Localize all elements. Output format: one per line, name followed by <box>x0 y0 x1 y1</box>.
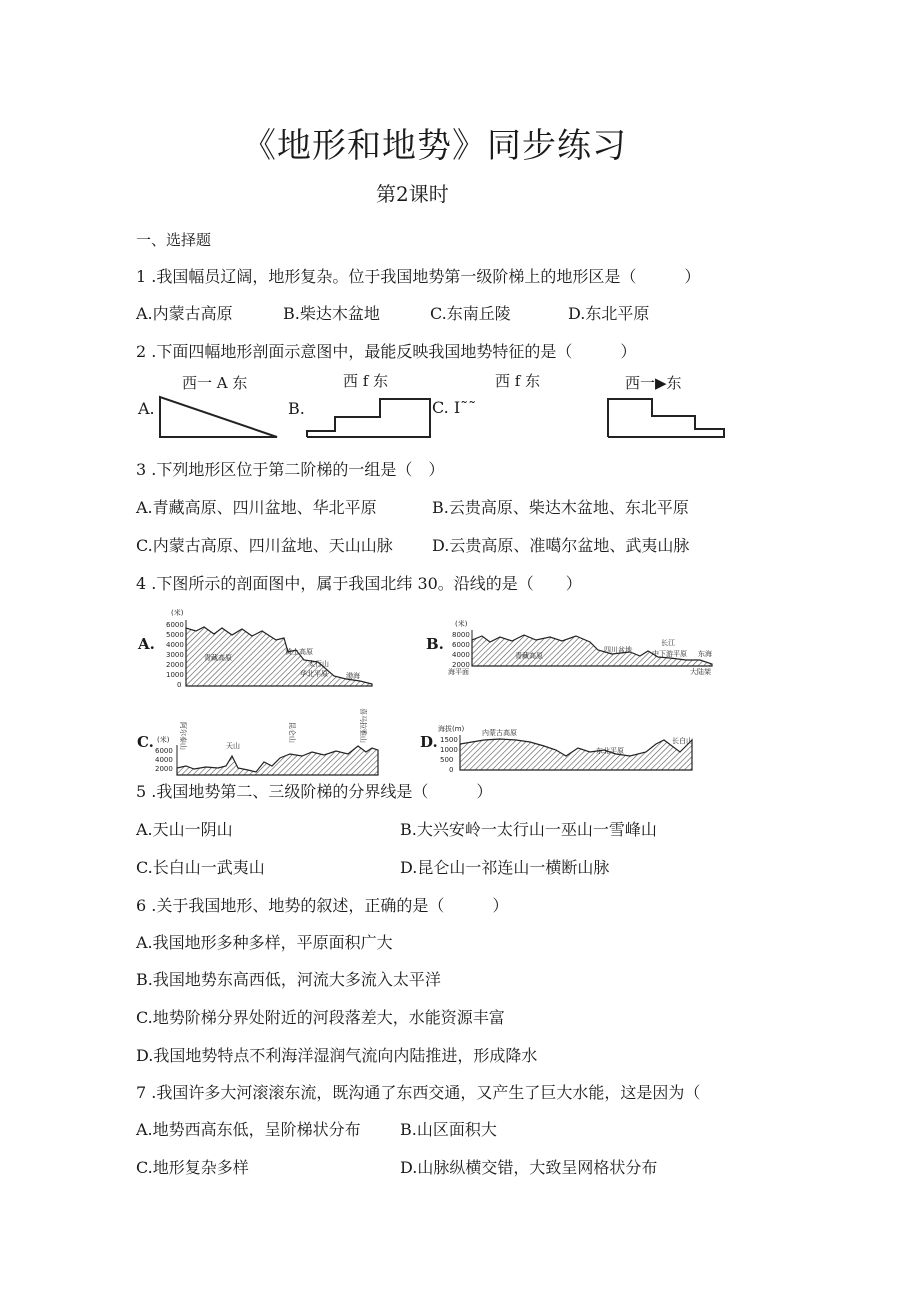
svg-text:2000: 2000 <box>452 661 470 669</box>
section-heading: 一、选择题 <box>136 231 212 249</box>
q4-profile-b <box>426 619 712 676</box>
svg-text:0: 0 <box>177 681 182 689</box>
q1-option-c: C.东南丘陵 <box>430 304 511 323</box>
q1-stem: 1 .我国幅员辽阔，地形复杂。位于我国地势第一级阶梯上的地形区是（ ） <box>136 267 701 286</box>
q1-option-d: D.东北平原 <box>568 304 650 323</box>
q4-b-label-plateau: 青藏高原 <box>515 652 543 660</box>
svg-text:1000: 1000 <box>166 671 184 679</box>
svg-text:6000: 6000 <box>155 747 173 755</box>
q6-stem: 6 .关于我国地形、地势的叙述，正确的是（ ） <box>136 896 509 915</box>
svg-text:1500: 1500 <box>440 736 458 744</box>
svg-text:3000: 3000 <box>166 651 184 659</box>
svg-text:500: 500 <box>440 756 454 764</box>
svg-text:0: 0 <box>449 766 454 774</box>
q5-option-c: C.长白山一武夷山 <box>136 858 265 877</box>
q6-option-a: A.我国地形多种多样，平原面积广大 <box>136 933 393 952</box>
svg-text:2000: 2000 <box>166 661 184 669</box>
q4-b-label-shelf: 大陆架 <box>690 668 711 676</box>
q4-d-label-changbai: 长白山 <box>672 737 693 745</box>
q6-option-c: C.地势阶梯分界处附近的河段落差大，水能资源丰富 <box>136 1008 505 1027</box>
q4-a-label-bohai: 渤海 <box>346 672 360 680</box>
svg-text:1000: 1000 <box>440 746 458 754</box>
q5-option-b: B.大兴安岭一太行山一巫山一雪峰山 <box>400 820 657 839</box>
svg-text:5000: 5000 <box>166 631 184 639</box>
q3-option-b: B.云贵高原、柴达木盆地、东北平原 <box>432 498 689 517</box>
q2-letter-c: C. I˜˜ <box>432 398 477 417</box>
q4-b-label-plain: 中下游平原 <box>652 650 687 658</box>
q7-option-d: D.山脉纵横交错，大致呈网格状分布 <box>400 1158 658 1177</box>
q4-b-letter: B. <box>426 635 444 653</box>
q4-c-label-tianshan: 天山 <box>226 742 240 750</box>
q4-profile-a <box>137 608 372 689</box>
q5-stem: 5 .我国地势第二、三级阶梯的分界线是（ ） <box>136 782 493 801</box>
q3-option-d: D.云贵高原、准噶尔盆地、武夷山脉 <box>432 536 690 555</box>
q7-option-a: A.地势西高东低，呈阶梯状分布 <box>136 1120 361 1139</box>
q4-c-label-kunlun: 昆仑山 <box>288 722 296 743</box>
q4-profile-d <box>420 724 693 774</box>
svg-text:4000: 4000 <box>452 651 470 659</box>
q4-b-label-sichuan: 四川盆地 <box>604 646 632 654</box>
q2-caption-a: 西一 A 东 <box>182 374 248 392</box>
q4-c-unit: (米) <box>157 736 170 744</box>
q7-stem: 7 .我国许多大河滚滚东流，既沟通了东西交通，又产生了巨大水能，这是因为（ <box>136 1083 701 1102</box>
q4-d-terrain <box>460 739 692 770</box>
q4-d-label-plateau: 内蒙古高原 <box>482 729 517 737</box>
q4-c-label-altai: 阿尔泰山 <box>179 722 187 750</box>
svg-text:6000: 6000 <box>166 621 184 629</box>
q4-a-label-plateau: 青藏高原 <box>204 654 232 662</box>
q7-option-b: B.山区面积大 <box>400 1120 497 1139</box>
q2-letter-a: A. <box>138 399 155 418</box>
q3-option-a: A.青藏高原、四川盆地、华北平原 <box>136 498 377 517</box>
q4-b-unit: (米) <box>455 620 468 628</box>
svg-text:6000: 6000 <box>452 641 470 649</box>
q4-a-label-plain: 华北平原 <box>300 670 328 678</box>
q6-option-d: D.我国地势特点不利海洋湿润气流向内陆推进，形成降水 <box>136 1046 538 1065</box>
lesson-subtitle: 第2课时 <box>376 182 449 206</box>
q4-a-label-taihang: 太行山 <box>308 660 329 668</box>
q4-c-label-himalaya: 喜马拉雅山 <box>359 708 367 743</box>
svg-text:8000: 8000 <box>452 631 470 639</box>
q5-option-d: D.昆仑山一祁连山一横断山脉 <box>400 858 610 877</box>
svg-text:2000: 2000 <box>155 765 173 773</box>
q4-d-label-plain: 东北平原 <box>596 747 624 755</box>
q4-b-sealevel: 海平面 <box>448 668 469 676</box>
q2-caption-b: 西 f 东 <box>343 372 389 390</box>
q2-letter-b: B. <box>288 399 305 418</box>
q4-c-terrain <box>177 746 378 775</box>
q2-caption-d: 西一▶东 <box>625 374 682 392</box>
q4-stem: 4 .下图所示的剖面图中，属于我国北纬 30。沿线的是（ ） <box>136 574 582 593</box>
q4-a-letter: A. <box>138 635 155 653</box>
q4-profile-c <box>137 708 378 775</box>
q4-c-letter: C. <box>137 733 154 751</box>
q4-d-unit: 海拔(m) <box>438 725 465 733</box>
q6-option-b: B.我国地势东高西低，河流大多流入太平洋 <box>136 970 441 989</box>
q3-stem: 3 .下列地形区位于第二阶梯的一组是（ ） <box>136 460 445 479</box>
svg-text:4000: 4000 <box>166 641 184 649</box>
q5-option-a: A.天山一阴山 <box>136 820 233 839</box>
q4-a-unit: (米) <box>171 609 184 617</box>
q2-stem: 2 .下面四幅地形剖面示意图中，最能反映我国地势特征的是（ ） <box>136 342 637 361</box>
q2-caption-c: 西 f 东 <box>495 372 541 390</box>
q4-b-label-donghai: 东海 <box>698 650 712 658</box>
q7-option-c: C.地形复杂多样 <box>136 1158 249 1177</box>
q4-a-label-loess: 黄土高原 <box>285 648 313 656</box>
q3-option-c: C.内蒙古高原、四川盆地、天山山脉 <box>136 536 393 555</box>
q4-b-label-changjiang: 长江 <box>661 639 675 647</box>
q1-option-a: A.内蒙古高原 <box>136 304 233 323</box>
svg-text:4000: 4000 <box>155 756 173 764</box>
page-title: 《地形和地势》同步练习 <box>242 126 627 166</box>
q4-d-letter: D. <box>420 733 438 751</box>
q1-option-b: B.柴达木盆地 <box>283 304 380 323</box>
